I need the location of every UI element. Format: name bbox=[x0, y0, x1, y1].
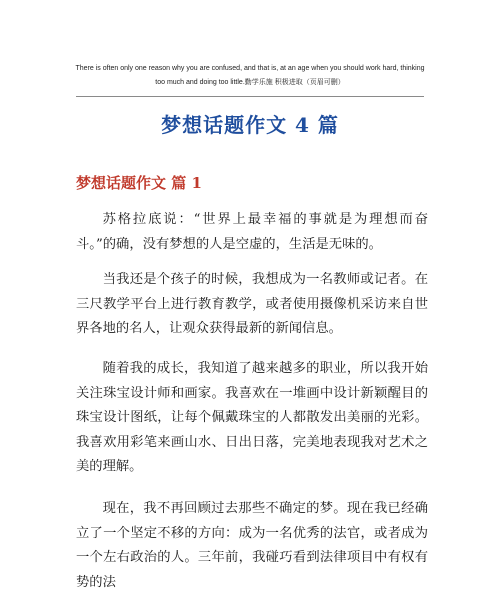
paragraph-3: 随着我的成长，我知道了越来越多的职业，所以我开始关注珠宝设计师和画家。我喜欢在一堆画中设计新颖醒目的珠宝设计图纸，让每个佩戴珠宝的人都散发出美丽的光彩。我喜欢用彩笔来画山水、日出日落，完美地表现我对艺术之美的理解。 bbox=[76, 361, 428, 474]
page-header bbox=[66, 62, 434, 90]
document-title: 梦想话题作文 4 篇 bbox=[161, 113, 339, 137]
header-line-2: too much and doing too little.勤学乐施 积极进取（页眉可删） bbox=[155, 79, 345, 86]
header-divider bbox=[76, 96, 424, 97]
paragraph-2: 当我还是个孩子的时候，我想成为一名教师或记者。在三尺教学平台上进行教育教学，或者使用摄像机采访来自世界各地的名人，让观众获得最新的新闻信息。 bbox=[76, 272, 428, 336]
paragraph-4: 现在，我不再回顾过去那些不确定的梦。现在我已经确立了一个坚定不移的方向：成为一名优秀的法官，或者成为一个左右政治的人。三年前，我碰巧看到法律项目中有权有势的法 bbox=[76, 501, 428, 590]
section-heading: 梦想话题作文 篇 1 bbox=[76, 174, 202, 192]
paragraph-1: 苏格拉底说：“世界上最幸福的事就是为理想而奋斗。”的确，没有梦想的人是空虚的，生活是无味的。 bbox=[76, 212, 428, 252]
header-line-1: There is often only one reason why you are confused, and that is, at an age when you should work hard, thinking bbox=[75, 65, 425, 72]
